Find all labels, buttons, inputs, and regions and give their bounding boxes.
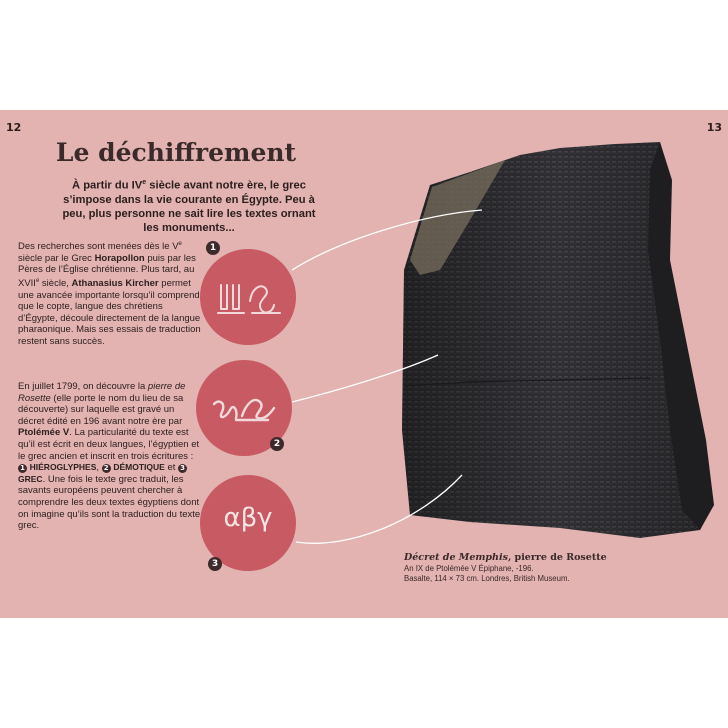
book-spread — [0, 110, 728, 618]
paragraph-rosetta: En juillet 1799, on découvre la pierre de Rosette (elle porte le nom du lieu de sa découverte) sur laquelle est gravé un décret édité en 196 avant notre ère par Ptolémée V. La particularité du texte est qu’il est écrit en deux langues, l’égyptien et le grec ancien et inscrit en trois écritures : 1 HIÉROGLYPHES, 2 DÉMOTIQUE et 3 GREC. Une fois le texte grec traduit, les savants européens peuvent chercher à comprendre les deux textes égyptiens dont on imagine qu’ils sont la traduction du texte grec. — [18, 381, 201, 532]
page-number-left: 12 — [6, 121, 22, 134]
circle-number-3: 3 — [208, 557, 222, 571]
inline-number-1: 1 — [18, 464, 27, 473]
page-title: Le déchiffrement — [55, 138, 297, 167]
circle-number-2: 2 — [270, 437, 284, 451]
hieroglyph-circle — [200, 249, 296, 345]
caption-date: An IX de Ptolémée V Épiphane, -196. — [404, 564, 534, 573]
inline-number-3: 3 — [178, 464, 187, 473]
image-caption — [404, 552, 624, 584]
connector-lines — [0, 110, 728, 618]
circle-number-1: 1 — [206, 241, 220, 255]
hieroglyph-glyphs-icon — [200, 249, 296, 345]
page-number-right: 13 — [706, 121, 722, 134]
intro-text: À partir du IVe siècle avant notre ère, le grec s’impose dans la vie courante en Égypte. Peu à peu, plus personne ne sait lire les textes ornant les monuments... — [62, 179, 316, 234]
paragraph-history: Des recherches sont menées dès le Ve siècle par le Grec Horapollon puis par les Pères de l’Église chrétienne. Plus tard, au XVIIe siècle, Athanasius Kircher permet une avancée importante lorsqu’il comprend que le copte, langue des chrétiens d’Égypte, découle directement de la langue pharaonique. Mais ses essais de traduction restent sans succès. — [18, 241, 201, 348]
greek-letters: αβγ — [223, 503, 273, 533]
inline-number-2: 2 — [102, 464, 111, 473]
caption-title: Décret de Memphis, pierre de Rosette — [404, 552, 607, 563]
caption-material: Basalte, 114 × 73 cm. Londres, British Museum. — [404, 574, 570, 583]
